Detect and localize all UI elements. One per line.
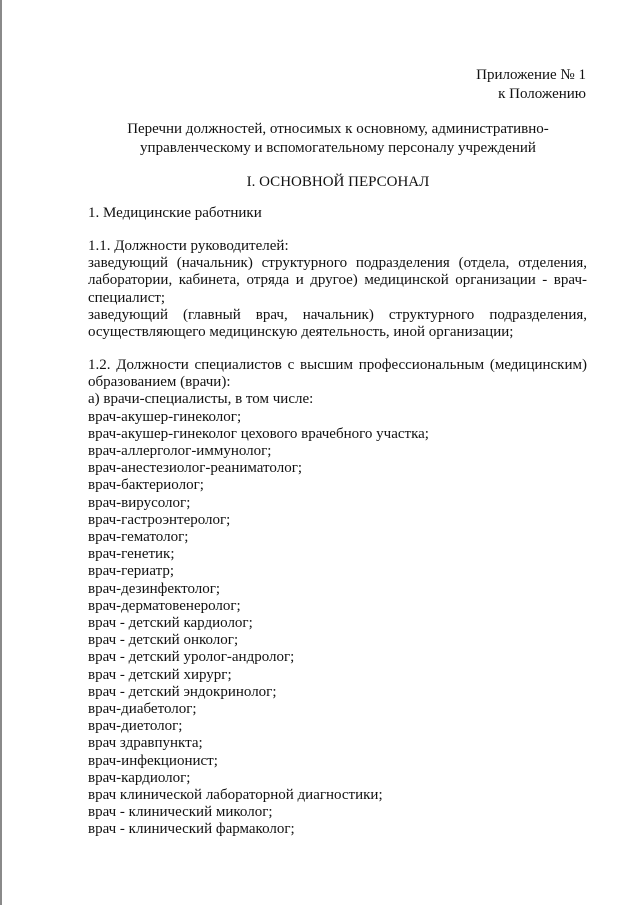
list-item: врач-диетолог;	[88, 718, 183, 735]
list-item: врач-аллерголог-иммунолог;	[88, 443, 272, 460]
specialists-subheading-a: а) врачи-специалисты, в том числе:	[88, 391, 314, 408]
appendix-reference	[476, 66, 586, 104]
list-item: врач-бактериолог;	[88, 477, 204, 494]
list-item: врач - клинический миколог;	[88, 804, 273, 821]
list-item: врач-дезинфектолог;	[88, 580, 221, 597]
group-managers	[88, 238, 587, 341]
document-title-line-1: Перечни должностей, относимых к основному, административно-	[127, 121, 549, 137]
appendix-number: Приложение № 1	[476, 67, 586, 83]
subsection-heading: 1. Медицинские работники	[88, 205, 262, 221]
appendix-regulation: к Положению	[498, 86, 586, 102]
list-item: врач-кардиолог;	[88, 769, 191, 786]
specialist-posts-list	[88, 409, 587, 839]
document-title-line-2: управленческому и вспомогательному персоналу учреждений	[140, 140, 536, 156]
group-specialists-heading: 1.2. Должности специалистов с высшим профессиональным (медицинским) образованием (врачи):	[88, 357, 587, 391]
list-item: врач - детский эндокринолог;	[88, 683, 277, 700]
list-item: врач-диабетолог;	[88, 701, 197, 718]
list-item: врач - клинический фармаколог;	[88, 821, 295, 838]
list-item: врач-инфекционист;	[88, 752, 218, 769]
group-specialists	[88, 357, 587, 839]
group-managers-heading: 1.1. Должности руководителей:	[88, 238, 289, 254]
list-item: врач клинической лабораторной диагностики;	[88, 787, 383, 804]
list-item: врач-гематолог;	[88, 529, 189, 546]
managers-paragraph-1: заведующий (начальник) структурного подразделения (отдела, отделения, лаборатории, кабинета, отряда и другое) медицинской организации - врач-специалист;	[88, 255, 587, 306]
list-item: врач здравпункта;	[88, 735, 203, 752]
document-title	[88, 120, 588, 158]
list-item: врач - детский уролог-андролог;	[88, 649, 295, 666]
list-item: врач - детский хирург;	[88, 666, 232, 683]
page-left-edge	[0, 0, 2, 905]
list-item: врач-акушер-гинеколог цехового врачебного участка;	[88, 425, 429, 442]
managers-paragraph-2: заведующий (главный врач, начальник) структурного подразделения, осуществляющего медицинскую деятельность, иной организации;	[88, 306, 587, 341]
list-item: врач-гастроэнтеролог;	[88, 511, 231, 528]
list-item: врач-вирусолог;	[88, 494, 191, 511]
list-item: врач-генетик;	[88, 546, 175, 563]
section-heading: I. ОСНОВНОЙ ПЕРСОНАЛ	[246, 174, 430, 190]
list-item: врач-анестезиолог-реаниматолог;	[88, 460, 303, 477]
list-item: врач - детский кардиолог;	[88, 615, 253, 632]
list-item: врач-дерматовенеролог;	[88, 597, 241, 614]
list-item: врач - детский онколог;	[88, 632, 239, 649]
list-item: врач-акушер-гинеколог;	[88, 408, 242, 425]
list-item: врач-гериатр;	[88, 563, 174, 580]
